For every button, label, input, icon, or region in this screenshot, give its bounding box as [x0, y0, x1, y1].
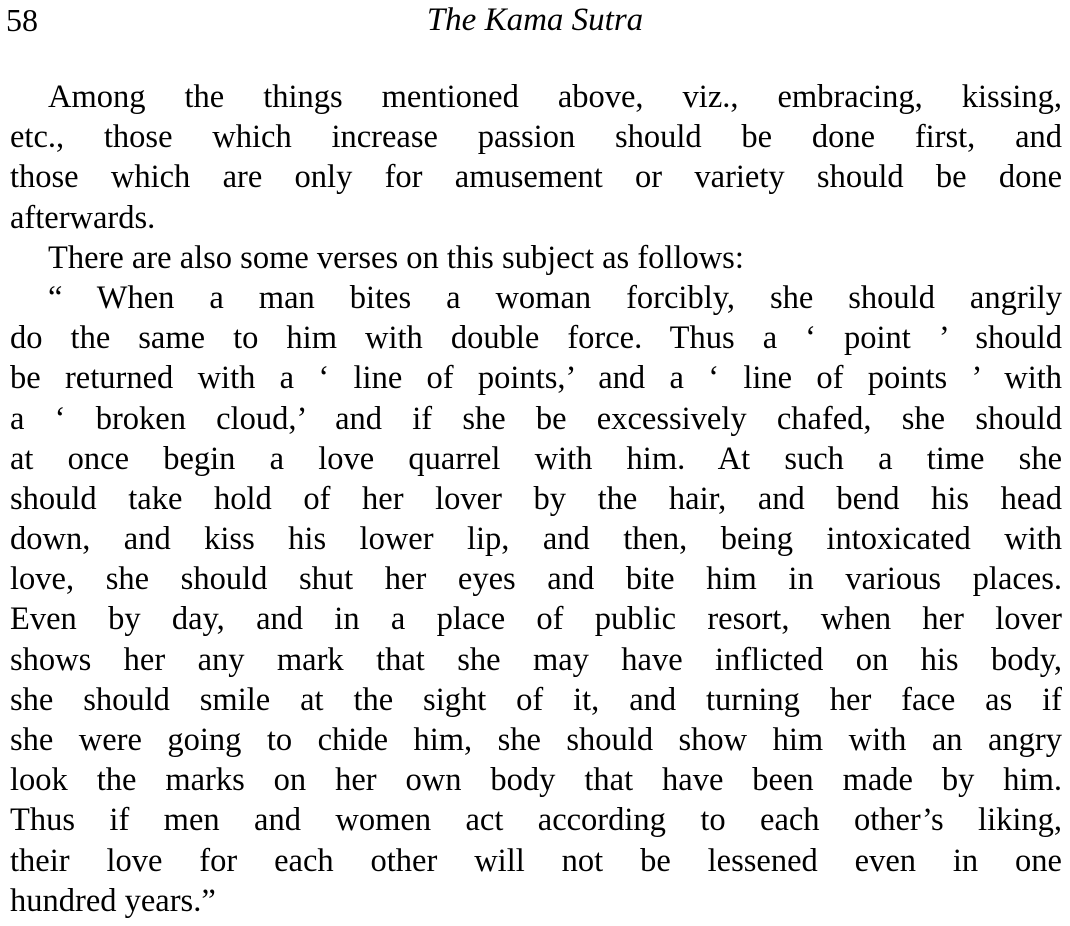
text-line: hundred years.” [10, 882, 216, 919]
text-line: look the marks on her own body that have been made by him. [10, 762, 1062, 799]
text-line: Thus if men and women act according to each other’s liking, [10, 802, 1062, 839]
page-number: 58 [6, 2, 38, 38]
text-line: she were going to chide him, she should show him with an angry [10, 722, 1062, 758]
text-line: Even by day, and in a place of public resort, when her lover [10, 601, 1062, 638]
text-line: those which are only for amusement or variety should be done [10, 159, 1062, 196]
text-line: down, and kiss his lower lip, and then, being intoxicated with [10, 521, 1062, 558]
running-title: The Kama Sutra [426, 2, 644, 38]
text-line: love, she should shut her eyes and bite him in various places. [10, 561, 1062, 598]
text-line: be returned with a ‘ line of points,’ and a ‘ line of points ’ with [10, 360, 1062, 397]
text-line: etc., those which increase passion should be done first, and [10, 119, 1062, 156]
text-line: There are also some verses on this subject as follows: [48, 239, 744, 276]
text-line: a ‘ broken cloud,’ and if she be excessively chafed, she should [10, 400, 1062, 437]
text-line: do the same to him with double force. Thus a ‘ point ’ should [10, 320, 1062, 357]
text-line: she should smile at the sight of it, and turning her face as if [10, 681, 1062, 718]
text-line: at once begin a love quarrel with him. At such a time she [10, 440, 1062, 477]
text-line: “ When a man bites a woman forcibly, she should angrily [48, 279, 1062, 316]
text-line: their love for each other will not be lessened even in one [10, 842, 1062, 879]
page-header [0, 0, 1070, 48]
text-line: afterwards. [10, 199, 156, 236]
body-text [10, 77, 1062, 921]
text-line: Among the things mentioned above, viz., embracing, kissing, [48, 79, 1062, 115]
text-line: shows her any mark that she may have inflicted on his body, [10, 641, 1062, 678]
text-line: should take hold of her lover by the hair, and bend his head [10, 480, 1062, 517]
